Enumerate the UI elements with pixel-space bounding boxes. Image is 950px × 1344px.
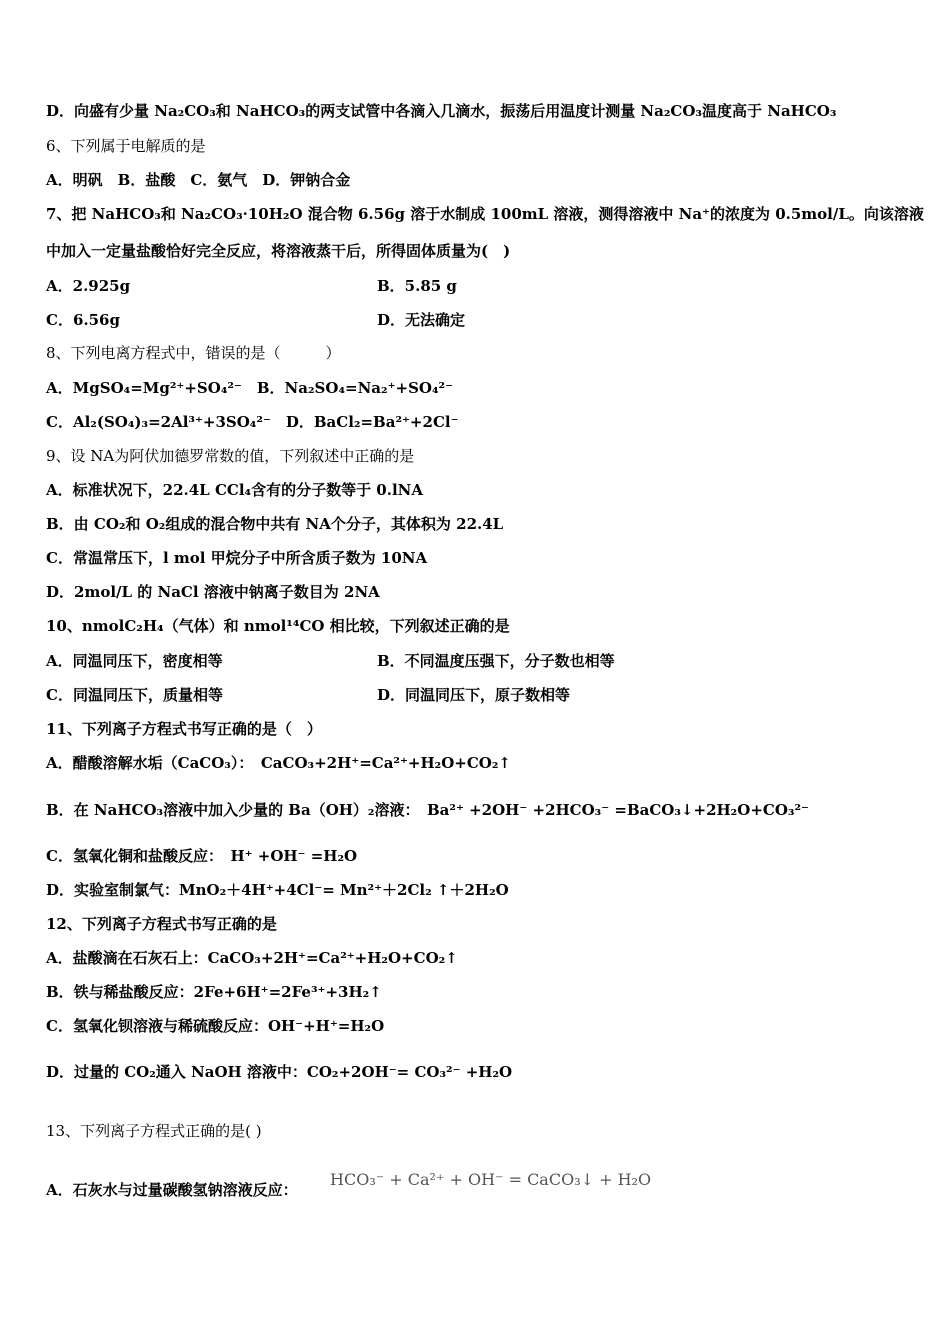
- question-10-option-c: C．同温同压下，质量相等: [46, 686, 223, 704]
- question-9-option-a: A．标准状况下，22.4L CCl₄含有的分子数等于 0.lNA: [46, 481, 424, 499]
- question-13-option-a-formula: HCO₃⁻ + Ca²⁺ + OH⁻ = CaCO₃↓ + H₂O: [330, 1170, 652, 1189]
- question-10-option-b: B．不同温度压强下，分子数也相等: [377, 652, 615, 670]
- question-7-option-c: C．6.56g: [46, 311, 120, 329]
- question-9-option-c: C．常温常压下，l mol 甲烷分子中所含质子数为 10NA: [46, 549, 428, 567]
- question-12-option-d: D．过量的 CO₂通入 NaOH 溶液中：CO₂+2OH⁻= CO₃²⁻ +H₂O: [46, 1063, 513, 1081]
- question-7-option-d: D．无法确定: [377, 311, 466, 329]
- question-10-option-a: A．同温同压下，密度相等: [46, 652, 223, 670]
- question-7-option-a: A．2.925g: [46, 277, 131, 295]
- question-7-line2: 中加入一定量盐酸恰好完全反应，将溶液蒸干后，所得固体质量为( ): [46, 242, 511, 260]
- question-6: 6、下列属于电解质的是: [46, 137, 206, 155]
- question-9: 9、设 NA为阿伏加德罗常数的值，下列叙述中正确的是: [46, 447, 415, 465]
- question-9-option-d: D．2mol/L 的 NaCl 溶液中钠离子数目为 2NA: [46, 583, 380, 601]
- question-11: 11、下列离子方程式书写正确的是（ ）: [46, 720, 322, 738]
- question-12-option-c: C．氢氧化钡溶液与稀硫酸反应：OH⁻+H⁺=H₂O: [46, 1017, 385, 1035]
- question-12: 12、下列离子方程式书写正确的是: [46, 915, 277, 933]
- question-13: 13、下列离子方程式正确的是( ): [46, 1122, 262, 1140]
- option-d-text: D．向盛有少量 Na₂CO₃和 NaHCO₃的两支试管中各滴入几滴水，振荡后用温度计测量 Na₂CO₃温度高于 NaHCO₃: [46, 102, 837, 120]
- question-10: 10、nmolC₂H₄（气体）和 nmol¹⁴CO 相比较，下列叙述正确的是: [46, 617, 510, 635]
- question-12-option-b: B．铁与稀盐酸反应：2Fe+6H⁺=2Fe³⁺+3H₂↑: [46, 983, 382, 1001]
- question-6-options: A．明矾 B．盐酸 C．氨气 D．钾钠合金: [46, 171, 351, 189]
- question-8-options-ab: A．MgSO₄=Mg²⁺+SO₄²⁻ B．Na₂SO₄=Na₂⁺+SO₄²⁻: [46, 379, 454, 397]
- question-13-option-a-label: A．石灰水与过量碳酸氢钠溶液反应：: [46, 1181, 298, 1199]
- question-8: 8、下列电离方程式中，错误的是（ ）: [46, 344, 341, 362]
- question-12-option-a: A．盐酸滴在石灰石上：CaCO₃+2H⁺=Ca²⁺+H₂O+CO₂↑: [46, 949, 458, 967]
- question-11-option-b: B．在 NaHCO₃溶液中加入少量的 Ba（OH）₂溶液： Ba²⁺ +2OH⁻ +2HCO₃⁻ =BaCO₃↓+2H₂O+CO₃²⁻: [46, 801, 809, 819]
- question-11-option-c: C．氢氧化铜和盐酸反应： H⁺ +OH⁻ =H₂O: [46, 847, 358, 865]
- question-11-option-a: A．醋酸溶解水垢（CaCO₃）： CaCO₃+2H⁺=Ca²⁺+H₂O+CO₂↑: [46, 754, 512, 772]
- question-10-option-d: D．同温同压下，原子数相等: [377, 686, 571, 704]
- question-7-option-b: B．5.85 g: [377, 277, 457, 295]
- question-9-option-b: B．由 CO₂和 O₂组成的混合物中共有 NA个分子，其体积为 22.4L: [46, 515, 504, 533]
- question-8-options-cd: C．Al₂(SO₄)₃=2Al³⁺+3SO₄²⁻ D．BaCl₂=Ba²⁺+2Cl⁻: [46, 413, 459, 431]
- question-7-line1: 7、把 NaHCO₃和 Na₂CO₃·10H₂O 混合物 6.56g 溶于水制成 100mL 溶液，测得溶液中 Na⁺的浓度为 0.5mol/L。向该溶液: [46, 205, 924, 223]
- question-11-option-d: D．实验室制氯气：MnO₂＋4H⁺+4Cl⁻= Mn²⁺＋2Cl₂ ↑＋2H₂O: [46, 881, 509, 899]
